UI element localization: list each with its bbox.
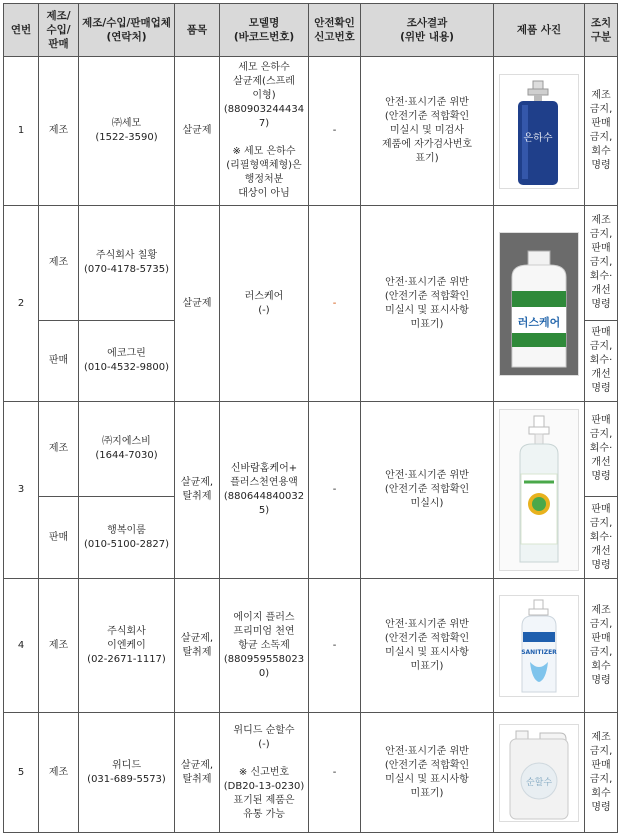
header-model: 모델명 (바코드번호) [220,4,309,57]
row-action: 판매 금지, 회수· 개선 명령 [585,497,618,579]
row-no: 1 [4,57,39,206]
row-result: 안전·표시기준 위반 (안전기준 적합확인 미실시 및 미검사 제품에 자가검사번호 표기) [361,57,494,206]
header-company: 제조/수입/판매업체 (연락처) [79,4,175,57]
row-result: 안전·표시기준 위반 (안전기준 적합확인 미실시 및 표시사항 미표기) [361,713,494,833]
row-action: 제조 금지, 판매 금지, 회수· 개선 명령 [585,206,618,321]
row-result: 안전·표시기준 위반 (안전기준 적합확인 미실시 및 표시사항 미표기) [361,579,494,713]
row-type: 제조 [39,402,79,497]
row-safety-no: - [309,402,361,579]
bottle-white-green-label-icon [500,233,578,375]
header-result: 조사결과 (위반 내용) [361,4,494,57]
row-safety-no: - [309,57,361,206]
row-item: 살균제 [175,206,220,402]
row-action: 판매 금지, 회수· 개선 명령 [585,402,618,497]
svg-text:순할수: 순할수 [525,777,553,788]
table-row [4,713,618,833]
header-action: 조치 구분 [585,4,618,57]
row-company: 주식회사 이엔케이 (02-2671-1117) [79,579,175,713]
header-item: 품목 [175,4,220,57]
header-safety-no: 안전확인 신고번호 [309,4,361,57]
row-type: 제조 [39,579,79,713]
row-company: 위디드 (031-689-5573) [79,713,175,833]
row-safety-no: - [309,713,361,833]
row-no: 5 [4,713,39,833]
row-company: 에코그린 (010-4532-9800) [79,321,175,402]
product-photo [494,402,585,579]
row-company: ㈜세모 (1522-3590) [79,57,175,206]
row-item: 살균제, 탈취제 [175,713,220,833]
table-row [4,57,618,206]
row-item: 살균제, 탈취제 [175,579,220,713]
row-no: 4 [4,579,39,713]
row-no: 3 [4,402,39,579]
row-no: 2 [4,206,39,402]
row-model: 러스케어 (-) [220,206,309,402]
row-type: 판매 [39,497,79,579]
header-no: 연번 [4,4,39,57]
spray-bottle-sanitizer-icon [500,596,578,696]
row-action: 제조 금지, 판매 금지, 회수 명령 [585,579,618,713]
row-result: 안전·표시기준 위반 (안전기준 적합확인 미실시 및 표시사항 미표기) [361,206,494,402]
svg-text:SANITIZER: SANITIZER [521,648,557,656]
svg-text:은하수: 은하수 [523,132,553,144]
row-action: 판매 금지, 회수· 개선 명령 [585,321,618,402]
row-company: 행복이룸 (010-5100-2827) [79,497,175,579]
row-model: 위디드 순할수 (-) ※ 신고번호 (DB20-13-0230) 표기된 제품은 유통 가능 [220,713,309,833]
row-type: 제조 [39,206,79,321]
table-row [4,402,618,497]
product-photo [494,57,585,206]
row-model: 신바람홈케어+ 플러스천연용액 (8806448400325) [220,402,309,579]
row-result: 안전·표시기준 위반 (안전기준 적합확인 미실시) [361,402,494,579]
spray-bottle-blue-icon [500,75,578,188]
product-photo [494,579,585,713]
jerrycan-white-icon [500,725,578,821]
product-photo [494,206,585,402]
row-action: 제조 금지, 판매 금지, 회수 명령 [585,57,618,206]
row-company: 주식회사 칠황 (070-4178-5735) [79,206,175,321]
row-type: 판매 [39,321,79,402]
row-model: 에이지 플러스 프리미엄 천연 항균 소독제 (8809595580230) [220,579,309,713]
header-type: 제조/ 수입/ 판매 [39,4,79,57]
header-photo: 제품 사진 [494,4,585,57]
row-safety-no: - [309,579,361,713]
header-row [4,4,618,57]
row-safety-no: - [309,206,361,402]
table-row [4,579,618,713]
row-company: ㈜지에스비 (1644-7030) [79,402,175,497]
recall-table [3,3,618,833]
product-photo [494,713,585,833]
svg-text:러스케어: 러스케어 [517,315,561,329]
row-model: 세모 은하수 살균제(스프레 이형) (8809032444347) ※ 세모 은하수 (리필형액체형)은 행정처분 대상이 아님 [220,57,309,206]
row-type: 제조 [39,713,79,833]
spray-bottle-clear-icon [500,410,578,570]
row-type: 제조 [39,57,79,206]
row-item: 살균제, 탈취제 [175,402,220,579]
table-row [4,206,618,321]
row-item: 살균제 [175,57,220,206]
row-action: 제조 금지, 판매 금지, 회수 명령 [585,713,618,833]
